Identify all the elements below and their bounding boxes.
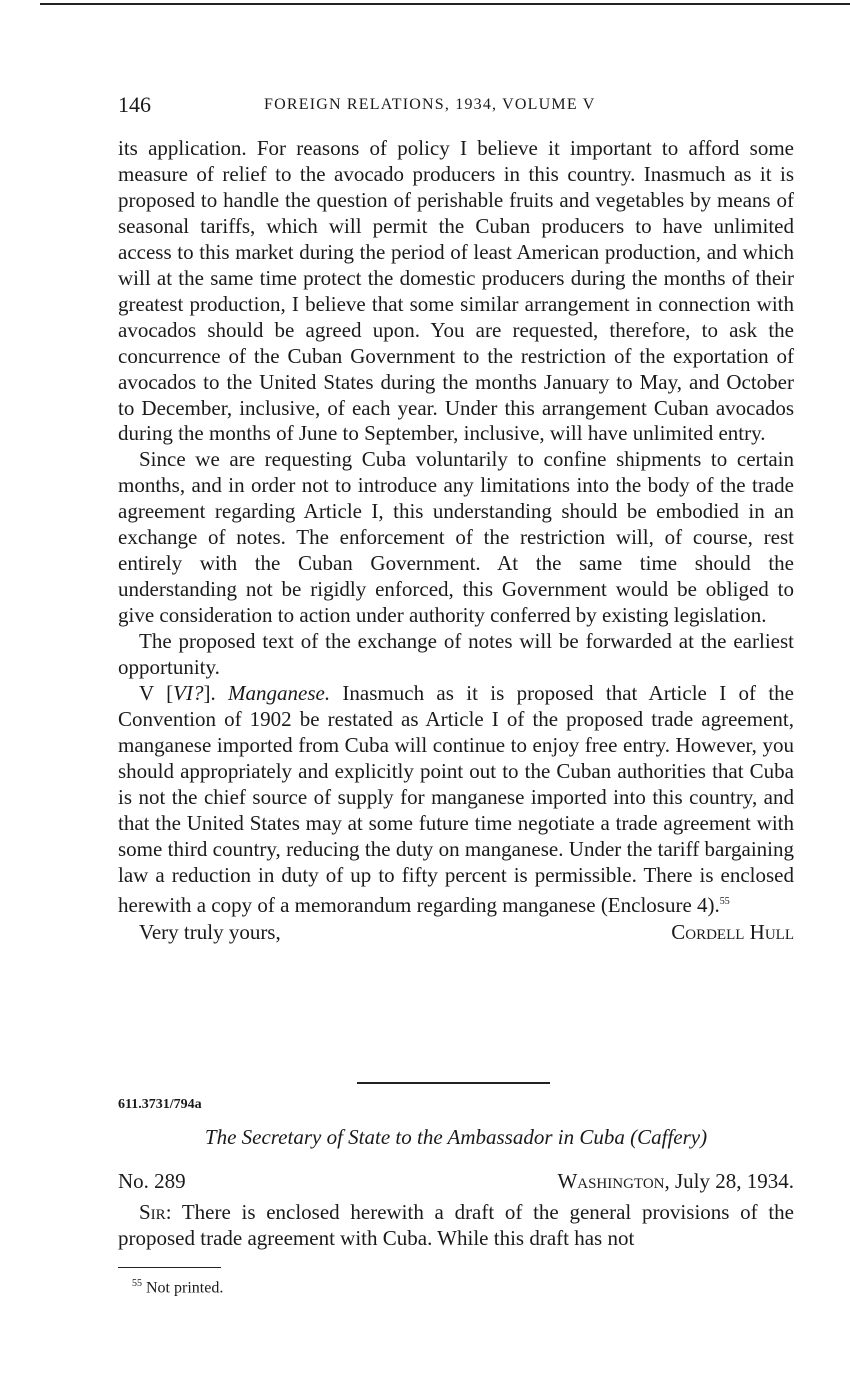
paragraph-manganese: V [VI?]. Manganese. Inasmuch as it is proposed that Article I of the Convention of 1902 be restated as Article I of the proposed trade agreement, manganese imported from Cuba will continue to enjoy free entry. However, you should appropriately and explicitly point out to the Cuban authorities that Cuba is not the chief source of supply for manganese imported into this country, and that the United States may at some future time negotiate a trade agreement with some third country, reducing the duty on manganese. Under the tariff bargaining law a reduction in duty of up to fifty percent is permissible. There is enclosed herewith a copy of a memorandum regarding manganese (Enclosure 4).$^{55}$: [118, 681, 795, 917]
section-number: V [: [139, 681, 174, 706]
closing-line: [118, 919, 794, 945]
signature: Cordell Hull: [671, 919, 794, 944]
file-number: 611.3731/794a: [118, 1097, 202, 1112]
place-date: [557, 1169, 794, 1194]
footnote-rule: [118, 1267, 221, 1268]
footnote: [132, 1278, 223, 1297]
salutation: Sir: [139, 1200, 166, 1224]
paragraph-exchange-of-notes: Since we are requesting Cuba voluntarily to confine shipments to certain months, and in order not to introduce any limitations into the body of the trade agreement regarding Article I, this understanding should be embodied in an exchange of notes. The enforcement of the restriction will, of course, rest entirely with the Cuban Government. At the same time should the understanding not be rigidly enforced, this Government would be obliged to give consideration to action under authority conferred by existing legislation.: [118, 447, 794, 628]
dateline: [118, 1169, 794, 1194]
footnote-text: Not printed.: [142, 1279, 224, 1297]
second-letter-body: [118, 1200, 794, 1252]
document-number: No. 289: [118, 1169, 186, 1193]
top-rule: [40, 3, 850, 5]
section-number-alt: VI?: [173, 681, 204, 706]
paragraph-avocado-policy: its application. For reasons of policy I believe it important to afford some measure of relief to the avocado producers in this country. Inasmuch as it is proposed to handle the question of perishable fruits and vegetables by means of seasonal tariffs, which will permit the Cuban producers to have unlimited access to this market during the period of least American production, and which will at the same time protect the domestic producers during the months of their greatest production, I believe that some similar arrangement in connection with avocados should be agreed upon. You are requested, therefore, to ask the concurrence of the Cuban Government to the restriction of the exportation of avocados to the United States during the months January to May, and October to December, inclusive, of each year. Under this arrangement Cuban avocados during the months of June to September, inclusive, will have unlimited entry.: [118, 136, 794, 446]
letter-body: [118, 136, 794, 945]
paragraph-proposed-text: The proposed text of the exchange of notes will be forwarded at the earliest opportunity.: [118, 629, 794, 680]
complimentary-close: Very truly yours,: [139, 919, 281, 944]
footnote-reference: 55: [719, 895, 730, 907]
page-header: [118, 92, 794, 122]
footnote-number: 55: [132, 1278, 142, 1289]
running-head: FOREIGN RELATIONS, 1934, VOLUME V: [264, 96, 596, 113]
section-heading: Manganese.: [228, 681, 331, 706]
date: , July 28, 1934.: [664, 1169, 794, 1193]
document-title: The Secretary of State to the Ambassador in Cuba (Caffery): [204, 1125, 708, 1149]
place: Washington: [557, 1169, 665, 1193]
section-divider: [357, 1082, 550, 1084]
page-number: 146: [118, 92, 151, 117]
salutation-paragraph: Sir: There is enclosed herewith a draft of the general provisions of the proposed trade agreement with Cuba. While this draft has not: [118, 1200, 794, 1250]
